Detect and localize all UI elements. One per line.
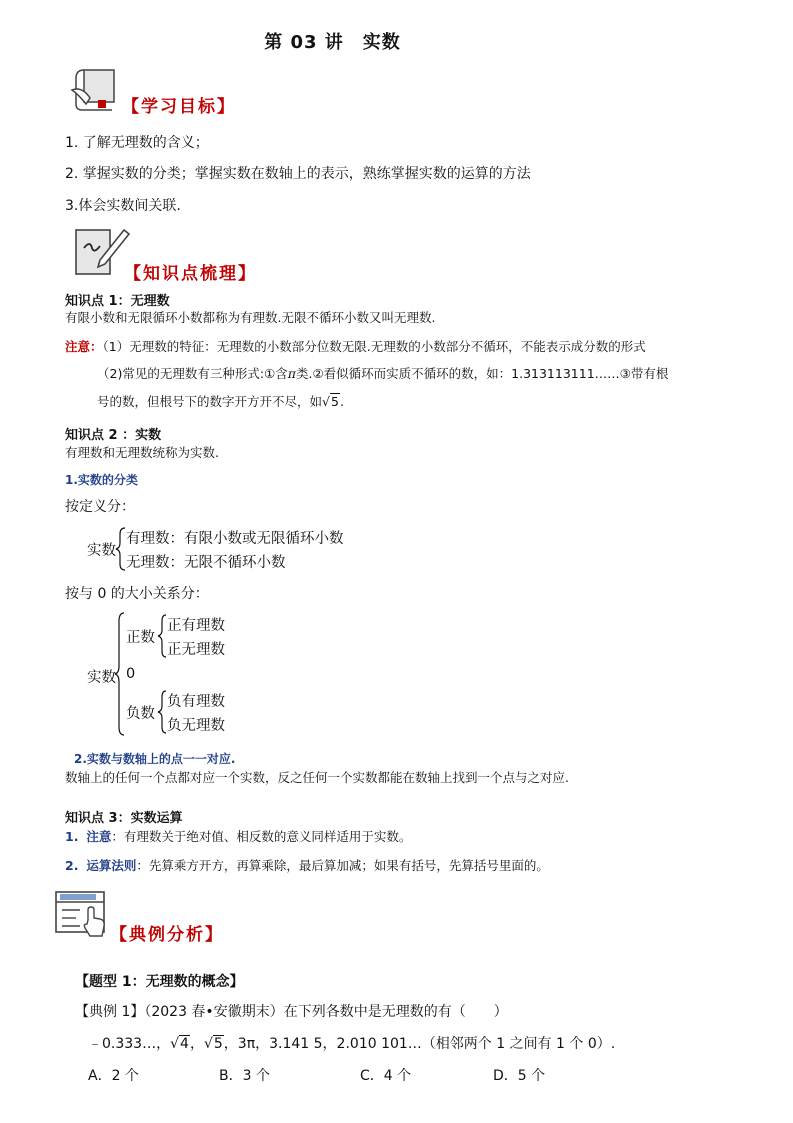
brace-icon	[157, 689, 167, 735]
question-type-1: 【题型 1：无理数的概念】	[75, 974, 244, 990]
section-title-goals: 【学习目标】	[122, 97, 236, 117]
kp1-note3	[97, 392, 344, 410]
item-number: 2.	[65, 858, 79, 873]
notepad-pen-icon	[70, 224, 132, 280]
item-text: ：先算乘方开方，再算乘除，最后算加减；如果有括号，先算括号里面的。	[136, 858, 549, 873]
positive-rational: 正有理数	[167, 618, 225, 634]
option-b[interactable]: B．3 个	[219, 1068, 270, 1084]
item-number: 1.	[65, 829, 79, 844]
numbers-text-b: ，3π，3.141 5，2.010 101…（相邻两个 1 之间有 1 个 0）.	[223, 1036, 616, 1052]
item-label: 运算法则	[86, 858, 137, 873]
real-number-root: 实数	[87, 543, 116, 559]
pi-symbol: π	[287, 366, 296, 381]
kp1-heading: 知识点 1：无理数	[65, 294, 170, 309]
kp1-note2	[97, 364, 668, 382]
kp3-item2	[65, 856, 549, 874]
kp1-note3-text: 号的数，但根号下的数字开方开不尽，如	[97, 394, 323, 409]
by-size-label: 按与 0 的大小关系分：	[65, 586, 209, 602]
item-label: 注意	[86, 829, 112, 844]
kp1-note2-text-b: 类.②看似循环而实质不循环的数，如：1.313113111……③带有根	[295, 366, 669, 381]
negative-label: 负数	[126, 706, 155, 722]
positive-irrational: 正无理数	[167, 642, 225, 658]
goal-item: 3.体会实数间关联.	[65, 198, 181, 214]
positive-label: 正数	[126, 630, 155, 646]
negative-rational: 负有理数	[167, 694, 225, 710]
kp1-definition: 有限小数和无限循环小数都称为有理数.无限不循环小数又叫无理数.	[65, 310, 436, 325]
brace-icon	[157, 613, 167, 659]
kp1-note2-text: （2)常见的无理数有三种形式:①含	[97, 366, 288, 381]
window-click-icon	[54, 890, 114, 944]
kp1-note1	[65, 337, 646, 355]
page-title: 第 03 讲 实数	[264, 32, 401, 53]
kp3-heading: 知识点 3：实数运算	[65, 811, 183, 826]
note-label: 注意：	[65, 339, 103, 354]
kp2-sub2-text: 数轴上的任何一个点都对应一个实数，反之任何一个实数都能在数轴上找到一个点与之对应.	[65, 770, 569, 785]
option-a[interactable]: A．2 个	[88, 1068, 139, 1084]
goal-item: 1. 了解无理数的含义；	[65, 135, 209, 151]
irrational-definition: 无理数：无限不循环小数	[126, 555, 286, 571]
zero-label: 0	[126, 666, 136, 682]
goal-item: 2. 掌握实数的分类；掌握实数在数轴上的表示，熟练掌握实数的运算的方法	[65, 166, 531, 182]
kp2-sub1: 1.实数的分类	[65, 473, 138, 487]
radicand: 4	[180, 1036, 189, 1052]
radicand: 5	[213, 1036, 223, 1052]
item-text: ：有理数关于绝对值、相反数的意义同样适用于实数。	[111, 829, 412, 844]
kp2-definition: 有理数和无理数统称为实数.	[65, 445, 219, 460]
kp2-heading: 知识点 2 ：实数	[65, 428, 162, 443]
section-title-knowledge: 【知识点梳理】	[124, 264, 257, 284]
sqrt-five: √5	[322, 394, 339, 409]
section-title-examples: 【典例分析】	[110, 925, 224, 945]
kp2-sub2: 2.实数与数轴上的点一一对应.	[74, 752, 236, 766]
sqrt-four: √4	[170, 1036, 189, 1052]
sqrt-five: √5	[203, 1036, 223, 1052]
kp1-note1-text: （1）无理数的特征：无理数的小数部分位数无限.无理数的小数部分不循环，不能表示成分数的形式	[102, 339, 646, 354]
quill-scroll-icon	[68, 64, 124, 114]
option-c[interactable]: C．4 个	[360, 1068, 412, 1084]
rational-definition: 有理数：有限小数或无限循环小数	[126, 531, 344, 547]
option-d[interactable]: D．5 个	[493, 1068, 546, 1084]
by-definition-label: 按定义分：	[65, 499, 135, 515]
example-1-numbers: ﹣0.333…，√4，√5，3π，3.141 5，2.010 101…（相邻两个 1 之间有 1 个 0）.	[88, 1036, 616, 1052]
real-number-root-2: 实数	[87, 670, 116, 686]
negative-irrational: 负无理数	[167, 718, 225, 734]
period: .	[339, 394, 344, 409]
brace-icon	[114, 611, 126, 737]
radicand: 5	[330, 394, 339, 409]
example-1-question: 【典例 1】（2023 春•安徽期末）在下列各数中是无理数的有（ ）	[75, 1004, 508, 1020]
kp3-item1	[65, 827, 411, 845]
numbers-text: ﹣0.333…，	[88, 1036, 171, 1052]
